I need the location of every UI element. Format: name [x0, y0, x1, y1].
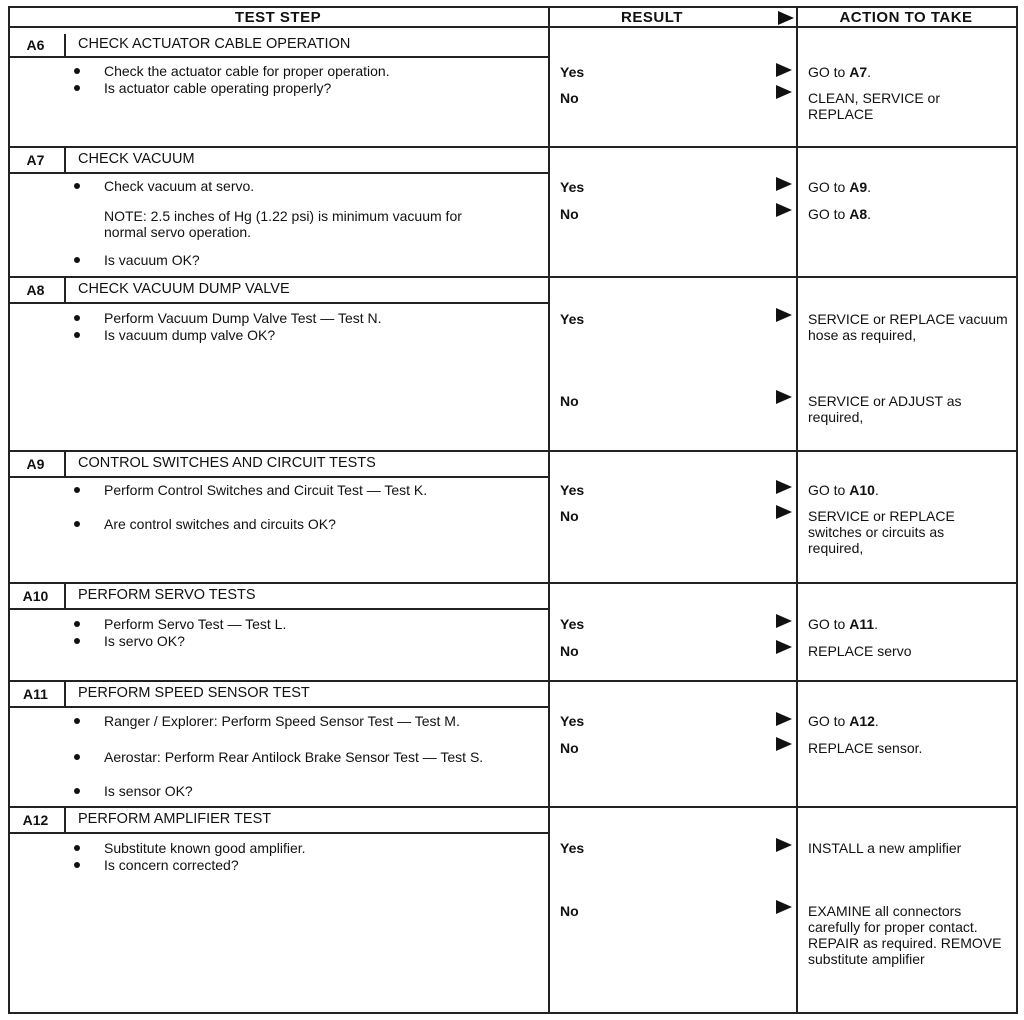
b: A9	[849, 179, 868, 195]
arrow-icon	[776, 900, 792, 914]
header-action: ACTION TO TAKE	[796, 6, 1016, 28]
span: GO to	[808, 64, 850, 80]
step-text: Check the actuator cable for proper operation.	[104, 63, 390, 79]
bullet-icon	[74, 638, 80, 644]
result-yes: Yes	[560, 64, 585, 80]
divider	[8, 680, 1016, 682]
arrow-icon	[776, 308, 792, 322]
action-text	[808, 206, 1013, 222]
result-divider	[548, 6, 550, 1014]
arrow-icon	[776, 63, 792, 77]
action-text	[808, 179, 1013, 195]
action-text: SERVICE or REPLACE vacuum hose as required,	[808, 311, 1008, 343]
divider	[8, 450, 1016, 452]
step-title: CHECK VACUUM DUMP VALVE	[78, 281, 290, 297]
step-title: PERFORM SPEED SENSOR TEST	[78, 685, 310, 701]
divider	[8, 608, 548, 610]
divider	[64, 278, 66, 302]
span: GO to	[808, 179, 850, 195]
result-yes: Yes	[560, 713, 585, 729]
b: A7	[849, 64, 868, 80]
result-yes: Yes	[560, 616, 585, 632]
action-text: REPLACE servo	[808, 643, 912, 659]
action-text: SERVICE or REPLACE switches or circuits as required,	[808, 508, 955, 556]
bullet-icon	[74, 862, 80, 868]
divider	[64, 808, 66, 832]
divider	[8, 832, 548, 834]
divider	[8, 1012, 1018, 1014]
step-text: Is servo OK?	[104, 633, 185, 649]
result-no: No	[560, 643, 579, 659]
result-no: No	[560, 206, 579, 222]
bullet-icon	[74, 257, 80, 263]
step-text: Substitute known good amplifier.	[104, 840, 306, 856]
step-title: PERFORM AMPLIFIER TEST	[78, 811, 272, 827]
b: A12	[849, 713, 875, 729]
divider	[8, 146, 1016, 148]
span: GO to	[808, 616, 850, 632]
b: A8	[849, 206, 868, 222]
step-text: Perform Vacuum Dump Valve Test — Test N.	[104, 310, 382, 326]
step-text: Is vacuum OK?	[104, 252, 200, 268]
result-no: No	[560, 90, 579, 106]
bullet-icon	[74, 521, 80, 527]
b: A10	[849, 482, 875, 498]
arrow-icon	[776, 480, 792, 494]
bullet-icon	[74, 68, 80, 74]
action-text	[808, 482, 1013, 498]
result-no: No	[560, 740, 579, 756]
arrow-icon	[776, 838, 792, 852]
step-id: A10	[22, 588, 49, 604]
bullet-icon	[74, 183, 80, 189]
result-no: No	[560, 393, 579, 409]
bullet-icon	[74, 718, 80, 724]
b: A11	[849, 616, 875, 632]
step-id: A11	[23, 686, 48, 702]
divider	[64, 34, 66, 56]
step-text: Is vacuum dump valve OK?	[104, 327, 276, 343]
divider	[64, 148, 66, 172]
result-yes: Yes	[560, 311, 585, 327]
action-text: CLEAN, SERVICE or REPLACE	[808, 90, 941, 122]
step-title: PERFORM SERVO TESTS	[78, 587, 256, 603]
step-text: Perform Servo Test — Test L.	[104, 616, 287, 632]
step-text: Are control switches and circuits OK?	[104, 516, 336, 532]
arrow-icon	[776, 712, 792, 726]
bullet-icon	[74, 487, 80, 493]
arrow-icon	[776, 85, 792, 99]
divider	[64, 584, 66, 608]
arrow-icon	[776, 177, 792, 191]
right-border	[1016, 6, 1018, 1014]
step-title: CHECK VACUUM	[78, 151, 195, 167]
arrow-icon	[776, 737, 792, 751]
arrow-icon	[776, 390, 792, 404]
step-text: Check vacuum at servo.	[104, 178, 255, 194]
result-yes: Yes	[560, 179, 585, 195]
header-test-step: TEST STEP	[8, 6, 548, 28]
divider	[64, 682, 66, 706]
header-result-label: RESULT	[621, 8, 683, 26]
step-id: A9	[26, 456, 45, 472]
divider	[8, 476, 548, 478]
action-text	[808, 713, 1013, 729]
step-title: CHECK ACTUATOR CABLE OPERATION	[78, 36, 351, 52]
span: .	[874, 482, 879, 498]
span: GO to	[808, 206, 850, 222]
span: GO to	[808, 482, 850, 498]
span: .	[867, 64, 872, 80]
bullet-icon	[74, 788, 80, 794]
action-text	[808, 64, 1013, 80]
bullet-icon	[74, 621, 80, 627]
action-text: INSTALL a new amplifier	[808, 840, 962, 856]
divider	[64, 452, 66, 476]
step-id: A7	[26, 152, 45, 168]
step-text: Perform Control Switches and Circuit Test — Test K.	[104, 482, 428, 498]
divider	[8, 706, 548, 708]
step-text: Aerostar: Perform Rear Antilock Brake Sensor Test — Test S.	[104, 749, 484, 765]
action-divider	[796, 6, 798, 1014]
divider	[8, 56, 548, 58]
action-text: REPLACE sensor.	[808, 740, 923, 756]
result-yes: Yes	[560, 482, 585, 498]
step-id: A12	[22, 812, 49, 828]
step-text: Is concern corrected?	[104, 857, 239, 873]
span: .	[874, 713, 879, 729]
bullet-icon	[74, 332, 80, 338]
step-text: Ranger / Explorer: Perform Speed Sensor Test — Test M.	[104, 713, 460, 729]
header-result	[548, 6, 796, 28]
arrow-icon	[776, 614, 792, 628]
divider	[8, 276, 1016, 278]
divider	[8, 172, 548, 174]
result-no: No	[560, 508, 579, 524]
arrow-icon	[776, 203, 792, 217]
action-text: SERVICE or ADJUST as required,	[808, 393, 962, 425]
step-title: CONTROL SWITCHES AND CIRCUIT TESTS	[78, 455, 376, 471]
bullet-icon	[74, 754, 80, 760]
arrow-icon	[776, 640, 792, 654]
step-id: A8	[26, 282, 45, 298]
divider	[8, 806, 1016, 808]
divider	[8, 582, 1016, 584]
span: .	[867, 206, 872, 222]
result-no: No	[560, 903, 579, 919]
header-arrow-icon	[778, 11, 794, 25]
bullet-icon	[74, 315, 80, 321]
span: GO to	[808, 713, 850, 729]
result-yes: Yes	[560, 840, 585, 856]
step-text: Is sensor OK?	[104, 783, 193, 799]
arrow-icon	[776, 505, 792, 519]
step-text: Is actuator cable operating properly?	[104, 80, 332, 96]
step-id: A6	[26, 37, 45, 53]
note-text: NOTE: 2.5 inches of Hg (1.22 psi) is minimum vacuum for normal servo operation.	[104, 208, 462, 240]
divider	[8, 302, 548, 304]
bullet-icon	[74, 85, 80, 91]
span: .	[874, 616, 879, 632]
action-text: EXAMINE all connectors carefully for proper contact. REPAIR as required. REMOVE substitute amplifier	[808, 903, 1002, 967]
bullet-icon	[74, 845, 80, 851]
action-text	[808, 616, 1013, 632]
span: .	[867, 179, 872, 195]
